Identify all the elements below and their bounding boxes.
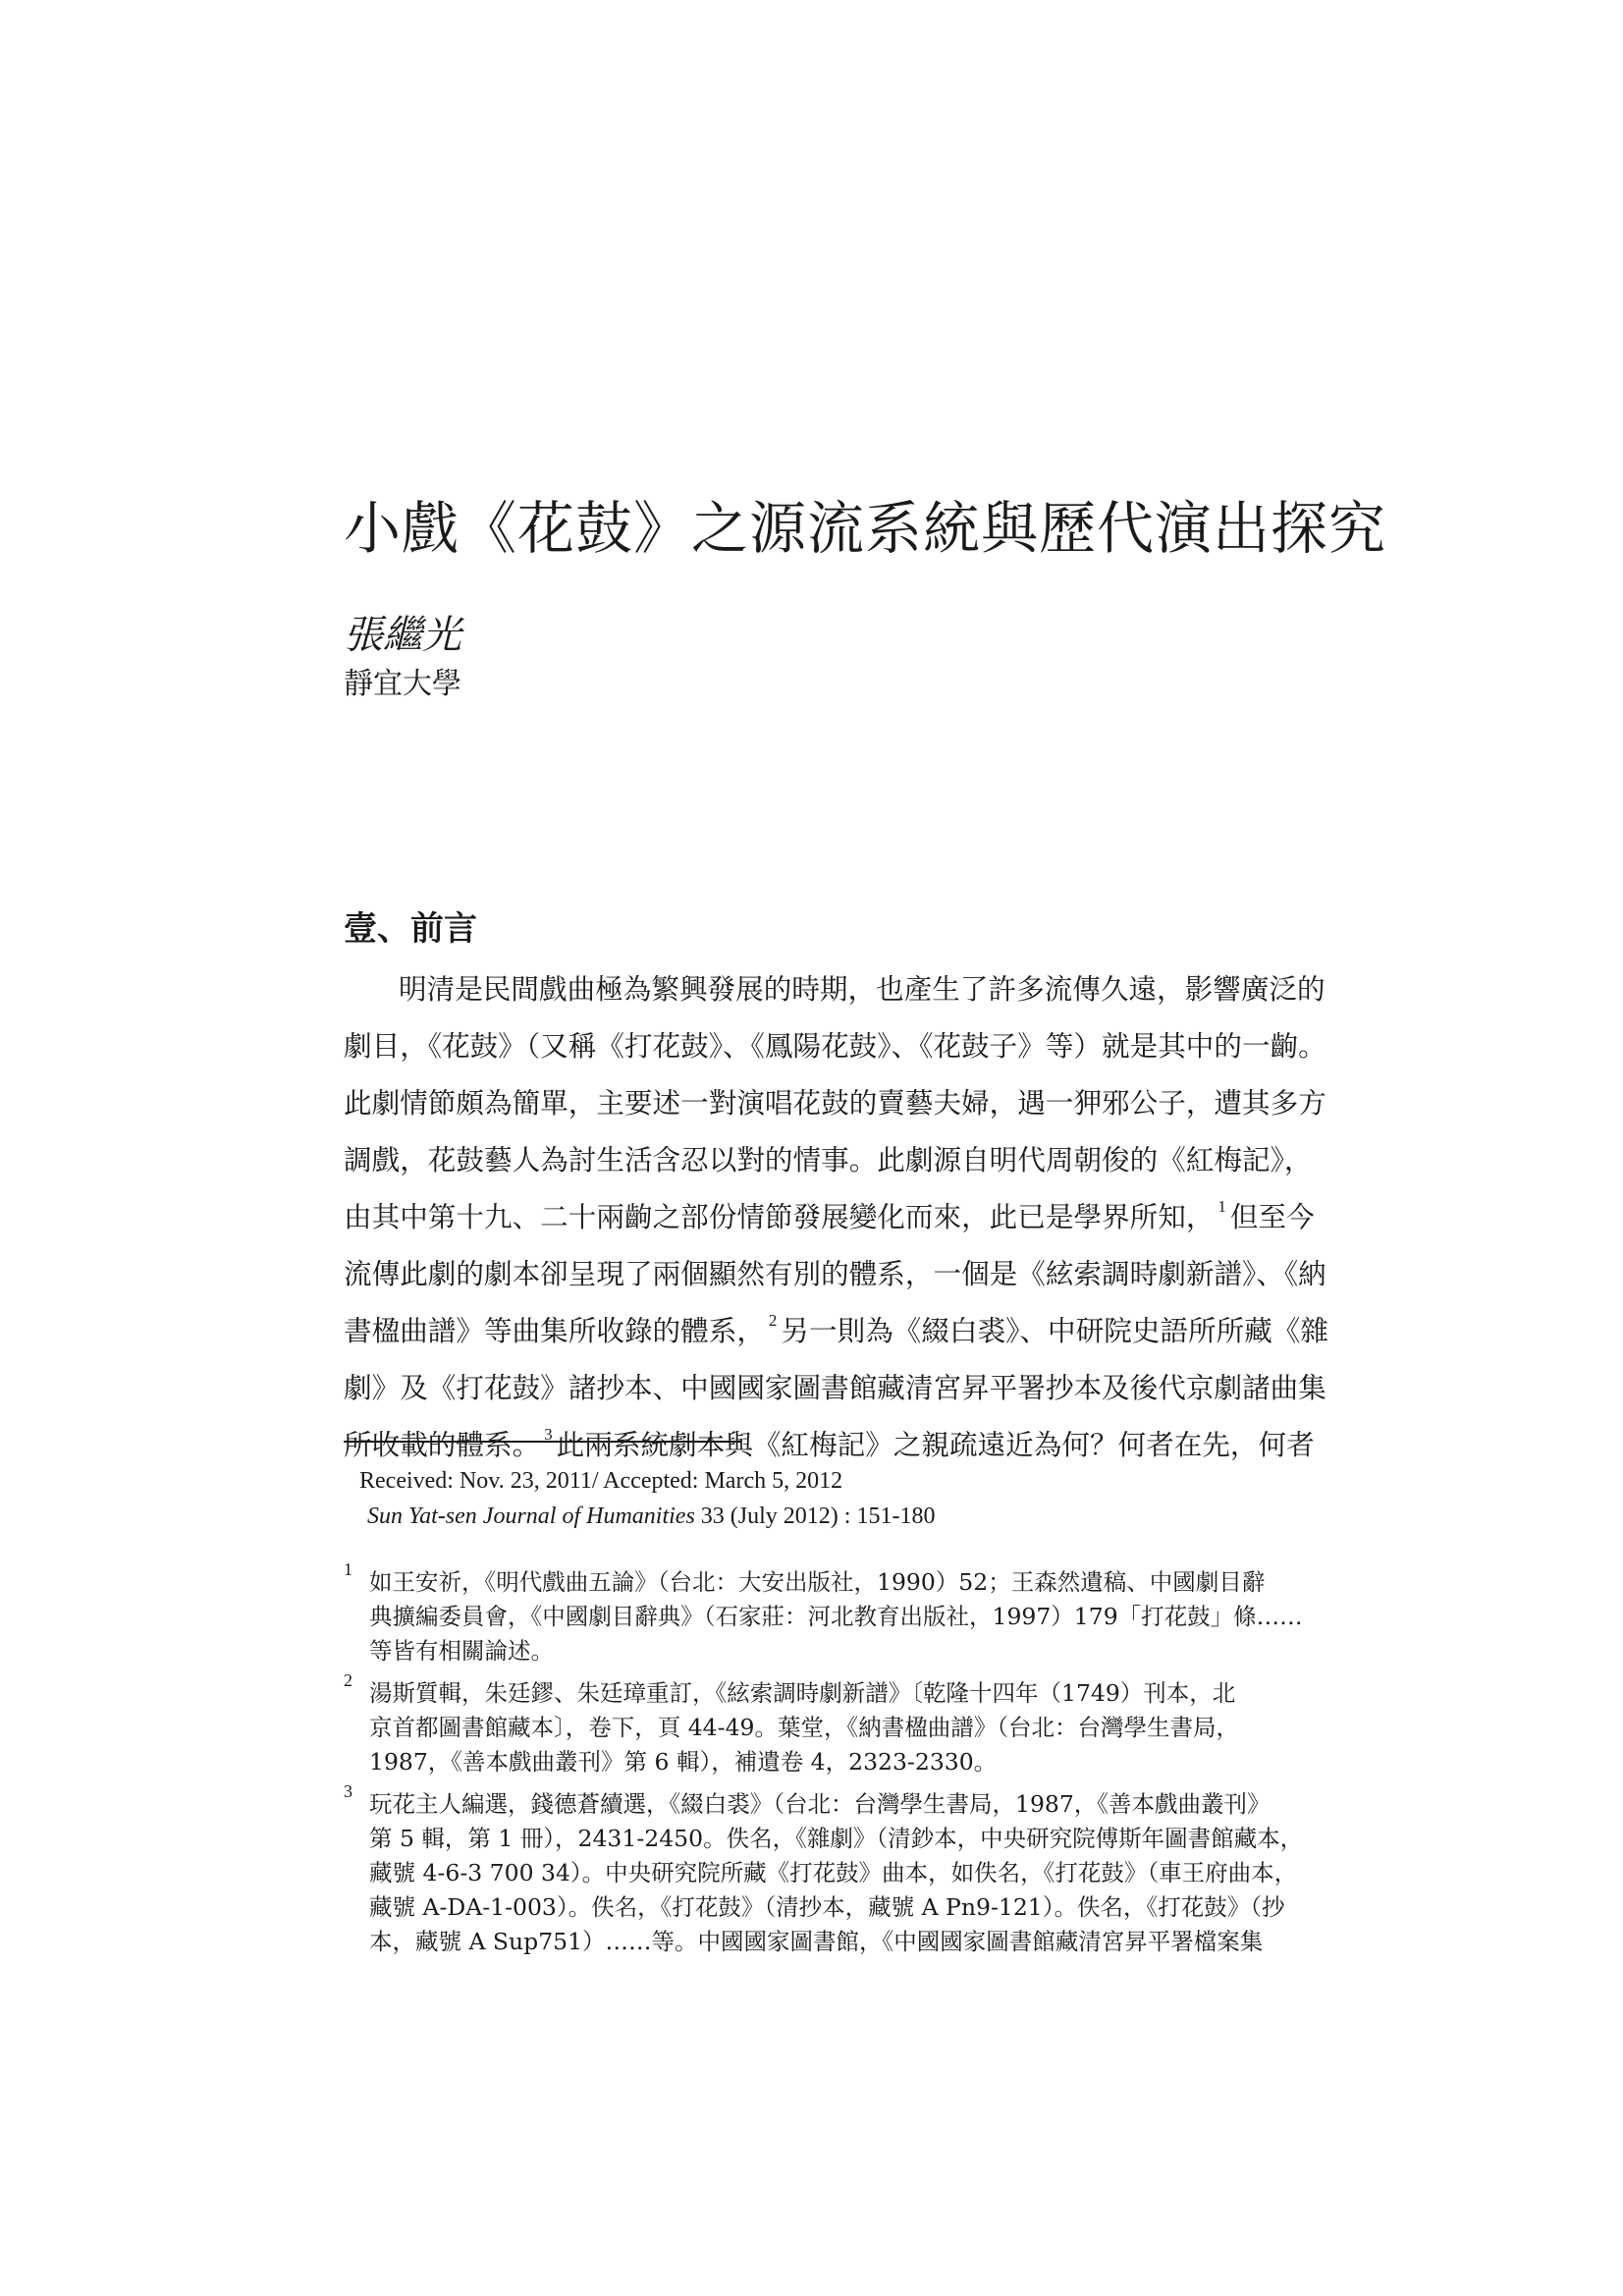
body-line-text: 此劇情節頗為簡單，主要述一對演唱花鼓的賣藝夫婦，遇一狎邪公子，遭其多方 bbox=[344, 1086, 1326, 1120]
body-line-text: 但至今 bbox=[1229, 1200, 1315, 1233]
footnote-line: 本，藏號 A Sup751）……等。中國國家圖書館，《中國國家圖書館藏清宮昇平署檔案集 bbox=[369, 1928, 1264, 1955]
footnote-2 bbox=[344, 1670, 1301, 1779]
footnote-line: 第 5 輯，第 1 冊），2431-2450。佚名，《雜劇》（清鈔本，中央研究院傅斯年圖書館藏本， bbox=[369, 1825, 1304, 1852]
section-heading: 壹、前言 bbox=[344, 909, 477, 949]
body-line-text: 另一則為《綴白裘》、中研院史語所所藏《雜 bbox=[781, 1314, 1328, 1347]
footnote-separator bbox=[344, 1441, 741, 1443]
body-line-text: 劇》及《打花鼓》諸抄本、中國國家圖書館藏清宮昇平署抄本及後代京劇諸曲集 bbox=[344, 1371, 1326, 1404]
footnote-number: 3 bbox=[344, 1781, 352, 1801]
footnote-1 bbox=[344, 1559, 1303, 1668]
body-line-text: 所收載的體系。 bbox=[344, 1428, 541, 1461]
footnote-line: 藏號 A-DA-1-003）。佚名，《打花鼓》（清抄本，藏號 A Pn9-121）。佚名，《打花鼓》（抄 bbox=[369, 1893, 1285, 1921]
footnote-line: 玩花主人編選，錢德蒼續選，《綴白裘》（台北：台灣學生書局，1987，《善本戲曲叢刊》 bbox=[369, 1790, 1271, 1818]
journal-citation bbox=[359, 1499, 935, 1534]
body-line-text: 流傳此劇的劇本卻呈現了兩個顯然有別的體系，一個是《絃索調時劇新譜》、《納 bbox=[344, 1257, 1326, 1290]
footnote-marker[interactable]: 1 bbox=[1217, 1196, 1226, 1216]
footnote-number: 2 bbox=[344, 1670, 352, 1690]
body-line bbox=[344, 1131, 1313, 1188]
body-line-text: 劇目，《花鼓》（又稱《打花鼓》、《鳳陽花鼓》、《花鼓子》等）就是其中的一齣。 bbox=[344, 1029, 1326, 1063]
footnote-number: 1 bbox=[344, 1559, 352, 1579]
footnote-3 bbox=[344, 1781, 1304, 1959]
footnote-line: 京首都圖書館藏本〕，卷下，頁 44-49。葉堂，《納書楹曲譜》（台北：台灣學生書局， bbox=[369, 1714, 1239, 1741]
paper-title: 小戲《花鼓》之源流系統與歷代演出探究 bbox=[344, 495, 1387, 562]
footnotes bbox=[344, 1559, 1304, 1967]
footnote-line: 1987，《善本戲曲叢刊》第 6 輯），補遺卷 4，2323-2330。 bbox=[369, 1748, 998, 1776]
body-line bbox=[344, 1074, 1326, 1131]
footnote-line: 藏號 4-6-3 700 34）。中央研究院所藏《打花鼓》曲本，如佚名，《打花鼓》（車王府曲本， bbox=[369, 1859, 1298, 1886]
body-line bbox=[344, 1017, 1326, 1074]
body-line bbox=[344, 1188, 1315, 1245]
author-affiliation: 靜宜大學 bbox=[344, 667, 461, 701]
author-name: 張繼光 bbox=[344, 613, 461, 658]
body-line-text: 由其中第十九、二十兩齣之部份情節發展變化而來，此已是學界所知， bbox=[344, 1200, 1215, 1233]
body-line-text: 明清是民間戲曲極為繁興發展的時期，也產生了許多流傳久遠，影響廣泛的 bbox=[399, 972, 1325, 1006]
body-line-text: 此兩系統劇本與《紅梅記》之親疏遠近為何？何者在先，何者 bbox=[556, 1428, 1315, 1461]
body-line bbox=[344, 960, 1325, 1017]
body-line-text: 書楹曲譜》等曲集所收錄的體系， bbox=[344, 1314, 765, 1347]
body-line bbox=[344, 1359, 1326, 1416]
journal-name: Sun Yat-sen Journal of Humanities bbox=[367, 1503, 695, 1529]
body-paragraph bbox=[344, 960, 1328, 1473]
footnote-line: 典擴編委員會，《中國劇目辭典》（石家莊：河北教育出版社，1997）179「打花鼓」條…… bbox=[369, 1603, 1303, 1630]
received-accepted-dates: Received: Nov. 23, 2011/ Accepted: March 5, 2012 bbox=[359, 1468, 843, 1494]
footnote-line: 湯斯質輯，朱廷鏐、朱廷璋重訂，《絃索調時劇新譜》〔乾隆十四年（1749）刊本，北 bbox=[369, 1679, 1236, 1707]
footnote-line: 如王安祈，《明代戲曲五論》（台北：大安出版社，1990）52；王森然遺稿、中國劇目辭 bbox=[369, 1568, 1266, 1596]
publication-meta bbox=[359, 1463, 935, 1534]
footnote-marker[interactable]: 3 bbox=[544, 1424, 553, 1444]
journal-issue: 33 (July 2012) : 151-180 bbox=[694, 1503, 936, 1529]
body-line bbox=[344, 1302, 1328, 1359]
body-line-text: 調戲，花鼓藝人為討生活含忍以對的情事。此劇源自明代周朝俊的《紅梅記》， bbox=[344, 1143, 1313, 1176]
footnote-line: 等皆有相關論述。 bbox=[369, 1637, 554, 1665]
footnote-marker[interactable]: 2 bbox=[768, 1310, 778, 1330]
body-line bbox=[344, 1245, 1326, 1302]
